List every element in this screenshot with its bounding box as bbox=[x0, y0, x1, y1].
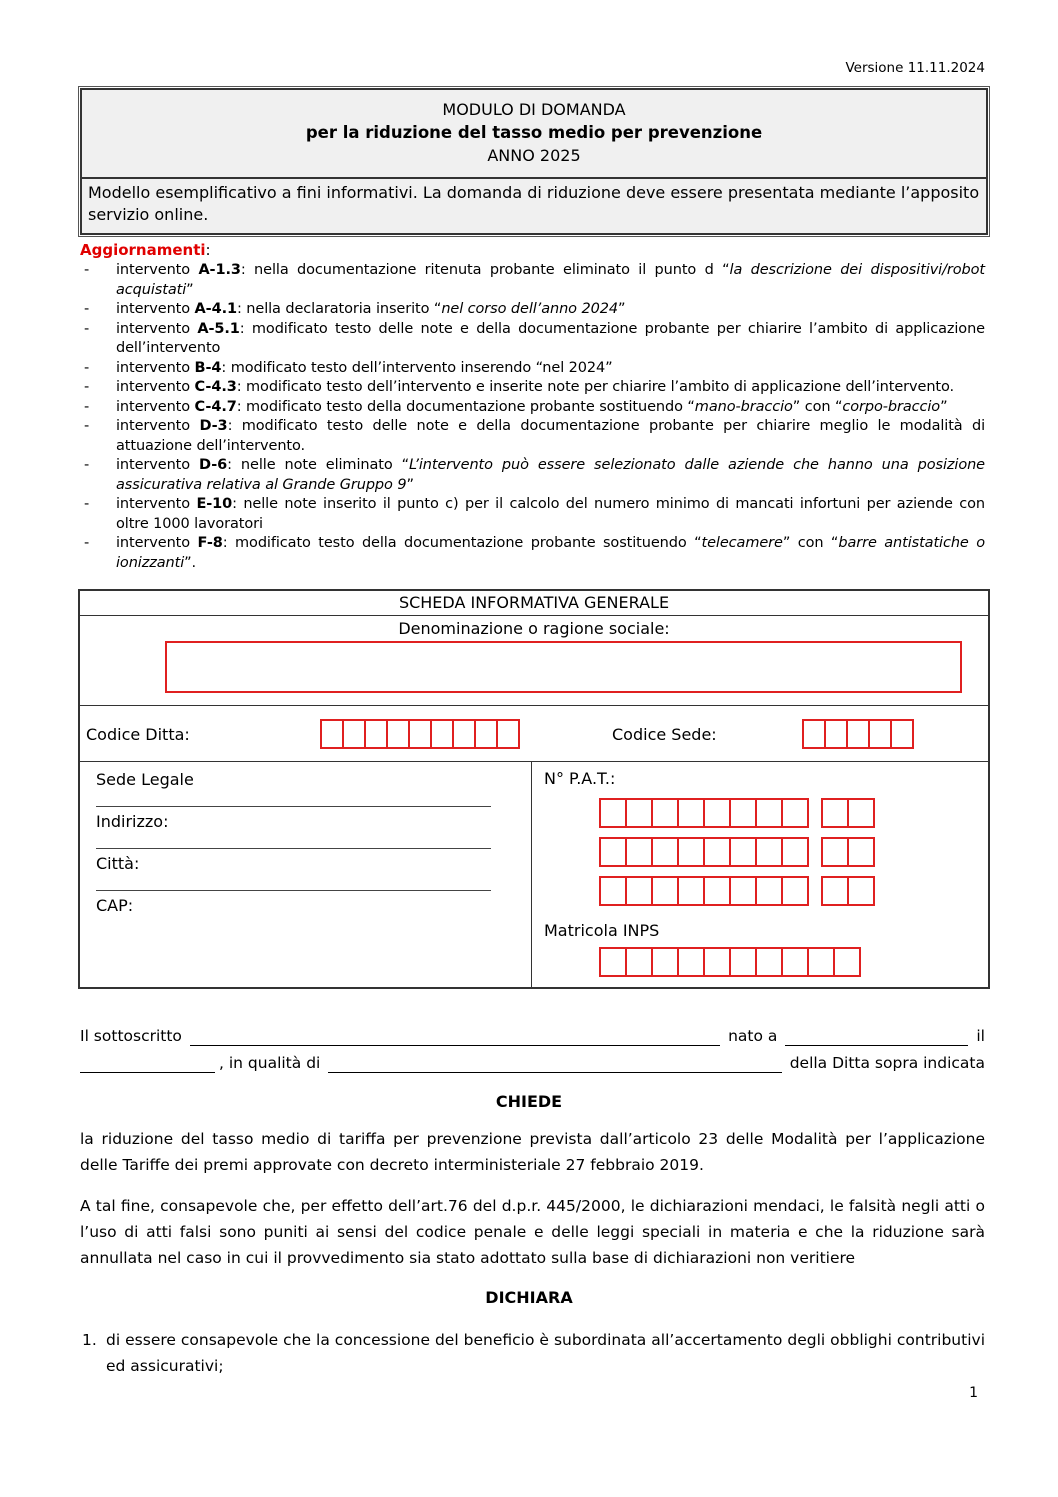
page-number: 1 bbox=[969, 1385, 978, 1401]
list-dash: - bbox=[84, 457, 90, 473]
input-cell[interactable] bbox=[847, 798, 875, 828]
denominazione-label: Denominazione o ragione sociale: bbox=[398, 619, 670, 638]
input-cell[interactable] bbox=[452, 719, 476, 749]
luogo-nascita-blank[interactable] bbox=[785, 1031, 968, 1046]
aggiornamenti-list bbox=[80, 261, 985, 573]
input-cell[interactable] bbox=[599, 837, 627, 867]
citta-line[interactable] bbox=[96, 874, 491, 891]
input-cell[interactable] bbox=[821, 876, 849, 906]
input-cell[interactable] bbox=[703, 837, 731, 867]
denominazione-row bbox=[80, 616, 988, 706]
input-cell[interactable] bbox=[846, 719, 870, 749]
sottoscritto-line-1 bbox=[80, 1023, 985, 1050]
list-dash: - bbox=[84, 359, 90, 376]
matricola-inps-label: Matricola INPS bbox=[544, 921, 660, 940]
paragraph-riduzione: la riduzione del tasso medio di tariffa per prevenzione prevista dall’articolo 23 delle Modalità per l’applicazione delle Tariffe dei premi approvate con decreto interministeriale 27 febbraio 2019. bbox=[80, 1130, 985, 1174]
input-cell[interactable] bbox=[781, 837, 809, 867]
pat-cells-row-2[interactable] bbox=[599, 837, 978, 867]
input-cell[interactable] bbox=[847, 837, 875, 867]
cell-gap bbox=[809, 798, 821, 828]
input-cell[interactable] bbox=[625, 876, 653, 906]
paragraph-consapevole: A tal fine, consapevole che, per effetto dell’art.76 del d.p.r. 445/2000, le dichiarazioni mendaci, le falsità negli atti o l’uso di atti falsi sono puniti ai sensi del codice penale e delle leggi speciali in materia e che la riduzione sarà annullata nel caso in cui il provvedimento sia stato adottato sulla base di dichiarazioni non veritiere bbox=[80, 1197, 985, 1267]
input-cell[interactable] bbox=[755, 876, 783, 906]
nato-a-label: nato a bbox=[728, 1027, 778, 1045]
qualita-blank[interactable] bbox=[328, 1058, 781, 1073]
input-cell[interactable] bbox=[703, 947, 731, 977]
codice-ditta-label: Codice Ditta: bbox=[86, 724, 190, 744]
input-cell[interactable] bbox=[729, 837, 757, 867]
indirizzo-line[interactable] bbox=[96, 832, 491, 849]
input-cell[interactable] bbox=[651, 876, 679, 906]
list-dash: - bbox=[84, 535, 90, 551]
sottoscritto-line-2 bbox=[80, 1050, 985, 1077]
input-cell[interactable] bbox=[890, 719, 914, 749]
denominazione-input[interactable] bbox=[165, 641, 962, 693]
input-cell[interactable] bbox=[677, 837, 705, 867]
input-cell[interactable] bbox=[625, 837, 653, 867]
aggiornamento-item: - intervento A-4.1: nella declaratoria inserito “nel corso dell’anno 2024” bbox=[80, 300, 985, 320]
aggiornamenti-heading: Aggiornamenti: bbox=[80, 241, 211, 259]
aggiornamento-item: - intervento B-4: modificato testo dell’intervento inserendo “nel 2024” bbox=[80, 359, 985, 379]
input-cell[interactable] bbox=[802, 719, 826, 749]
input-cell[interactable] bbox=[364, 719, 388, 749]
ditta-indicata-label: della Ditta sopra indicata bbox=[789, 1054, 985, 1072]
list-dash: - bbox=[84, 418, 90, 434]
input-cell[interactable] bbox=[320, 719, 344, 749]
aggiornamento-item: - intervento A-5.1: modificato testo delle note e della documentazione probante per chiarire l’ambito di applicazione dell’intervento bbox=[84, 320, 985, 356]
list-dash: - bbox=[84, 379, 90, 395]
pat-cells-row-3[interactable] bbox=[599, 876, 978, 906]
cell-gap bbox=[809, 837, 821, 867]
informative-note: Modello esemplificativo a fini informativi. La domanda di riduzione deve essere presentata mediante l’apposito servizio online. bbox=[82, 177, 986, 233]
aggiornamento-item: - intervento C-4.3: modificato testo dell’intervento e inserite note per chiarire l’ambito di applicazione dell’intervento. bbox=[80, 378, 985, 398]
form-subtitle: per la riduzione del tasso medio per prevenzione bbox=[305, 123, 763, 142]
input-cell[interactable] bbox=[703, 876, 731, 906]
input-cell[interactable] bbox=[651, 798, 679, 828]
sede-pat-row bbox=[80, 762, 988, 987]
title-box bbox=[78, 86, 990, 237]
form-title: MODULO DI DOMANDA bbox=[442, 100, 626, 119]
aggiornamento-item: - intervento D-3: modificato testo delle note e della documentazione probante per chiarire meglio le modalità di attuazione dell’intervento. bbox=[84, 418, 985, 454]
data-nascita-blank[interactable] bbox=[80, 1058, 215, 1073]
input-cell[interactable] bbox=[677, 876, 705, 906]
version-label: Versione 11.11.2024 bbox=[845, 60, 985, 76]
input-cell[interactable] bbox=[651, 837, 679, 867]
codice-row bbox=[80, 706, 988, 762]
aggiornamenti-section bbox=[80, 240, 985, 573]
input-cell[interactable] bbox=[625, 798, 653, 828]
input-cell[interactable] bbox=[599, 876, 627, 906]
input-cell[interactable] bbox=[474, 719, 498, 749]
in-qualita-label: , in qualità di bbox=[219, 1054, 321, 1072]
input-cell[interactable] bbox=[824, 719, 848, 749]
form-year: ANNO 2025 bbox=[487, 146, 581, 165]
scheda-title: SCHEDA INFORMATIVA GENERALE bbox=[80, 591, 988, 616]
input-cell[interactable] bbox=[430, 719, 454, 749]
input-cell[interactable] bbox=[408, 719, 432, 749]
list-dash: - bbox=[84, 301, 90, 317]
sede-legale-label: Sede Legale bbox=[96, 770, 194, 789]
input-cell[interactable] bbox=[868, 719, 892, 749]
input-cell[interactable] bbox=[847, 876, 875, 906]
matricola-inps-cells[interactable] bbox=[599, 947, 978, 977]
indirizzo-label: Indirizzo: bbox=[96, 812, 169, 831]
nome-blank[interactable] bbox=[190, 1031, 720, 1046]
list-dash: - bbox=[84, 262, 90, 278]
pat-cell bbox=[532, 762, 988, 987]
input-cell[interactable] bbox=[703, 798, 731, 828]
aggiornamento-item: - intervento F-8: modificato testo della documentazione probante sostituendo “telecamere” con “barre antistatiche o ionizzanti”. bbox=[84, 535, 985, 571]
input-cell[interactable] bbox=[755, 837, 783, 867]
sede-legale-cell bbox=[80, 762, 532, 987]
sottoscritto-section bbox=[80, 1023, 985, 1077]
declaration-number: 1. bbox=[82, 1331, 97, 1349]
pat-label: N° P.A.T.: bbox=[544, 769, 616, 788]
input-cell[interactable] bbox=[781, 798, 809, 828]
input-cell[interactable] bbox=[781, 947, 809, 977]
input-cell[interactable] bbox=[729, 876, 757, 906]
input-cell[interactable] bbox=[821, 837, 849, 867]
codice-sede-label: Codice Sede: bbox=[612, 724, 717, 744]
codice-sede-cells[interactable] bbox=[802, 719, 914, 749]
input-cell[interactable] bbox=[599, 947, 627, 977]
input-cell[interactable] bbox=[651, 947, 679, 977]
dichiara-heading: DICHIARA bbox=[485, 1288, 573, 1307]
list-dash: - bbox=[84, 398, 90, 415]
input-cell[interactable] bbox=[755, 947, 783, 977]
scheda-informativa-table bbox=[78, 589, 990, 989]
input-cell[interactable] bbox=[386, 719, 410, 749]
declaration-item-1 bbox=[80, 1327, 985, 1379]
input-cell[interactable] bbox=[677, 798, 705, 828]
list-dash: - bbox=[84, 496, 90, 512]
input-cell[interactable] bbox=[821, 798, 849, 828]
list-dash: - bbox=[84, 320, 90, 337]
il-label: il bbox=[976, 1027, 985, 1045]
input-cell[interactable] bbox=[755, 798, 783, 828]
aggiornamento-item: - intervento E-10: nelle note inserito il punto c) per il calcolo del numero minimo di mancati infortuni per aziende con oltre 1000 lavoratori bbox=[84, 496, 986, 532]
input-cell[interactable] bbox=[833, 947, 861, 977]
sede-legale-line[interactable] bbox=[96, 790, 491, 807]
input-cell[interactable] bbox=[625, 947, 653, 977]
aggiornamento-item: - intervento C-4.7: modificato testo della documentazione probante sostituendo “mano-braccio” con “corpo-braccio” bbox=[80, 398, 985, 418]
input-cell[interactable] bbox=[781, 876, 809, 906]
input-cell[interactable] bbox=[729, 947, 757, 977]
codice-ditta-cells[interactable] bbox=[320, 719, 520, 749]
input-cell[interactable] bbox=[677, 947, 705, 977]
input-cell[interactable] bbox=[599, 798, 627, 828]
chiede-heading: CHIEDE bbox=[495, 1092, 563, 1111]
cell-gap bbox=[809, 876, 821, 906]
input-cell[interactable] bbox=[807, 947, 835, 977]
input-cell[interactable] bbox=[342, 719, 366, 749]
input-cell[interactable] bbox=[496, 719, 520, 749]
declaration-text: di essere consapevole che la concessione del beneficio è subordinata all’accertamento degli obblighi contributivi ed assicurativi; bbox=[106, 1331, 985, 1375]
input-cell[interactable] bbox=[729, 798, 757, 828]
aggiornamento-item: - intervento D-6: nelle note eliminato “L’intervento può essere selezionato dalle aziende che hanno una posizione assicurativa relativa al Grande Gruppo 9” bbox=[84, 457, 985, 493]
cap-label: CAP: bbox=[96, 896, 134, 915]
citta-label: Città: bbox=[96, 854, 140, 873]
sottoscritto-label: Il sottoscritto bbox=[80, 1027, 182, 1045]
aggiornamento-item: - intervento A-1.3: nella documentazione ritenuta probante eliminato il punto d “la descrizione dei dispositivi/robot acquistati” bbox=[84, 262, 985, 298]
pat-cells-row-1[interactable] bbox=[599, 798, 978, 828]
